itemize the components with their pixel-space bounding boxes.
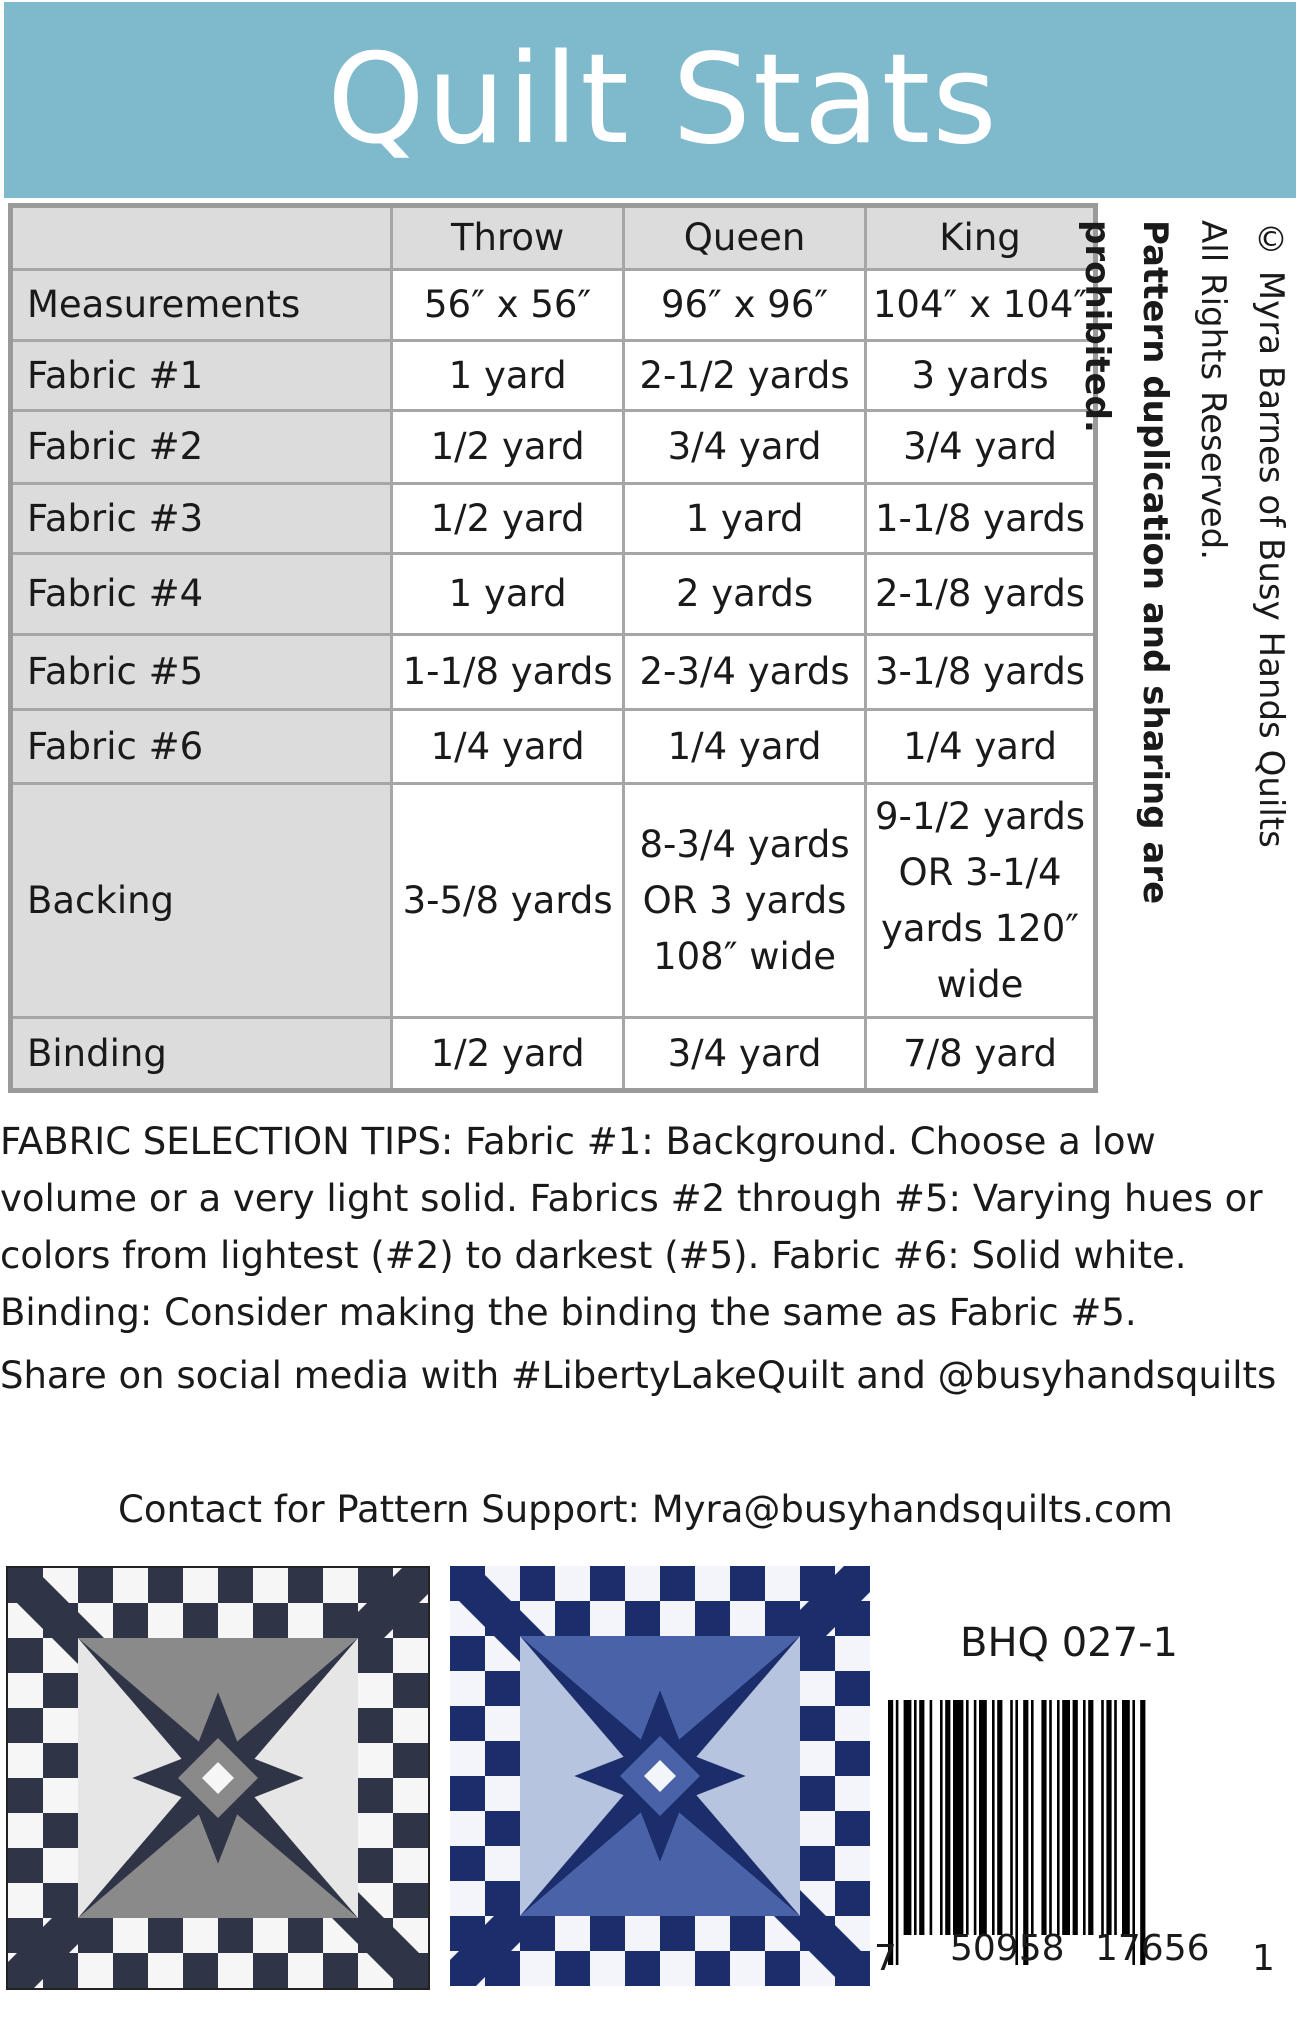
row-label: Measurements: [11, 270, 392, 341]
barcode-left-digit: 7: [874, 1938, 897, 1979]
table-row: [11, 411, 1096, 484]
cell-king: 3/4 yard: [866, 411, 1096, 484]
copyright-prohibition: Pattern duplication and sharing are prohibited.: [1077, 220, 1175, 905]
barcode-group-1: 50958: [950, 1928, 1065, 1969]
row-label: Fabric #4: [11, 554, 392, 635]
cell-throw: 1 yard: [392, 554, 624, 635]
cell-queen: 96″ x 96″: [624, 270, 866, 341]
row-label: Fabric #2: [11, 411, 392, 484]
row-label: Backing: [11, 784, 392, 1018]
cell-queen: 1 yard: [624, 483, 866, 554]
cell-king: 1-1/8 yards: [866, 483, 1096, 554]
cell-queen: 3/4 yard: [624, 411, 866, 484]
product-sku: BHQ 027-1: [960, 1620, 1178, 1666]
cell-king: 7/8 yard: [866, 1018, 1096, 1091]
barcode-group-2: 17656: [1095, 1928, 1210, 1969]
table-row: [11, 270, 1096, 341]
cell-throw: 1/2 yard: [392, 483, 624, 554]
cell-throw: 56″ x 56″: [392, 270, 624, 341]
cell-queen: 3/4 yard: [624, 1018, 866, 1091]
table-row: [11, 635, 1096, 710]
social-share-text: Share on social media with #LibertyLakeQuilt and @busyhandsquilts: [0, 1354, 1277, 1397]
copyright-notice: [1077, 220, 1300, 1060]
product-code-block: [874, 1620, 1280, 1980]
barcode-right-digit: 1: [1252, 1938, 1275, 1979]
quilt-blue-image: [450, 1566, 870, 1986]
quilt-photo-grey: [6, 1566, 430, 1990]
column-header-queen: Queen: [624, 206, 866, 270]
row-label: Fabric #3: [11, 483, 392, 554]
table-corner-cell: [11, 206, 392, 270]
table-row: [11, 340, 1096, 411]
cell-king: 3 yards: [866, 340, 1096, 411]
column-header-throw: Throw: [392, 206, 624, 270]
table-header-row: [11, 206, 1096, 270]
cell-throw: 1/2 yard: [392, 411, 624, 484]
cell-queen: 2-3/4 yards: [624, 635, 866, 710]
quilt-grey-image: [8, 1568, 428, 1988]
cell-queen: 1/4 yard: [624, 709, 866, 784]
fabric-selection-tips: [0, 1113, 1290, 1341]
cell-queen: 2-1/2 yards: [624, 340, 866, 411]
cell-king: 1/4 yard: [866, 709, 1096, 784]
table-row: [11, 483, 1096, 554]
cell-throw: 1 yard: [392, 340, 624, 411]
contact-support-text: Contact for Pattern Support: Myra@busyhandsquilts.com: [118, 1488, 1173, 1531]
table-row: [11, 709, 1096, 784]
cell-queen: 2 yards: [624, 554, 866, 635]
row-label: Fabric #5: [11, 635, 392, 710]
copyright-rights: All Rights Reserved.: [1193, 220, 1233, 561]
cell-king: 104″ x 104″: [866, 270, 1096, 341]
cell-queen: 8-3/4 yards OR 3 yards 108″ wide: [624, 784, 866, 1018]
row-label: Fabric #1: [11, 340, 392, 411]
copyright-owner: © Myra Barnes of Busy Hands Quilts: [1251, 220, 1291, 848]
column-header-king: King: [866, 206, 1096, 270]
tips-text: FABRIC SELECTION TIPS: Fabric #1: Background. Choose a low volume or a very light solid. Fabrics #2 through #5: Varying hues or colors from lightest (#2) to darkest (#5). Fabric #6: Solid white. Binding: Consider making the binding the same as Fabric #5.: [0, 1120, 1263, 1334]
row-label: Fabric #6: [11, 709, 392, 784]
barcode-image: [880, 1700, 1280, 1980]
page-title: Quilt Stats: [327, 28, 999, 172]
cell-king: 9-1/2 yards OR 3-1/4 yards 120″ wide: [866, 784, 1096, 1018]
cell-throw: 1/2 yard: [392, 1018, 624, 1091]
cell-king: 3-1/8 yards: [866, 635, 1096, 710]
cell-throw: 1/4 yard: [392, 709, 624, 784]
cell-throw: 1-1/8 yards: [392, 635, 624, 710]
quilt-stats-table: [8, 203, 1098, 1093]
cell-throw: 3-5/8 yards: [392, 784, 624, 1018]
table-row: [11, 554, 1096, 635]
table-row: [11, 1018, 1096, 1091]
row-label: Binding: [11, 1018, 392, 1091]
quilt-photo-blue: [450, 1566, 870, 1986]
cell-king: 2-1/8 yards: [866, 554, 1096, 635]
table-row: [11, 784, 1096, 1018]
title-banner: [4, 2, 1296, 198]
